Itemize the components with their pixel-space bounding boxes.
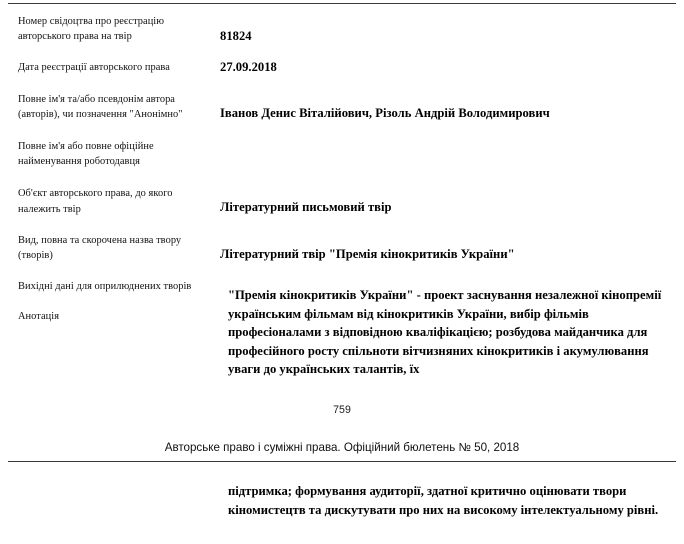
page-footer-text: Авторське право і суміжні права. Офіційний бюлетень № 50, 2018 [164,441,520,454]
table-row [0,233,684,263]
field-value-registration-date: 27.09.2018 [220,60,277,75]
field-label-author-name: Повне ім'я та/або псевдонім автора (авторів), чи позначення "Анонімно" [18,93,183,120]
field-value-work-title: Літературний твір "Премія кінокритиків України" [220,246,515,261]
annotation-continuation-paragraph: підтримка; формування аудиторії, здатної критично оцінювати твори кіномистецтв та дискутувати про них на високому інтелектуальному рівні. [228,484,659,517]
field-label-imprint-data: Вихідні дані для оприлюднених творів [18,281,192,293]
table-row [0,92,684,122]
field-label-registration-date: Дата реєстрації авторського права [18,62,170,74]
field-label-annotation: Анотація [18,311,60,323]
table-row [0,60,684,75]
page-number: 759 [333,404,351,416]
annotation-paragraph: "Премія кінокритиків України" - проект заснування незалежної кінопремії українським фільмам від кінокритиків України, вибір фільмів професіоналами з відповідною кваліфікацією; розбудова майданчика для професійного росту спільноти вітчизняних кінокритиків і акумулювання уваги до українських талантів, їх [228,288,662,377]
top-divider-rule [8,3,676,4]
table-row [0,139,684,169]
field-label-copyright-object: Об'єкт авторського права, до якого належить твір [18,188,173,215]
field-label-employer-name: Повне ім'я або повне офіційне найменування роботодавця [18,141,154,168]
field-value-registration-number: 81824 [220,29,252,43]
footer-divider-rule [8,461,676,462]
field-label-work-title: Вид, повна та скорочена назва твору (творів) [18,234,182,262]
table-row [0,14,684,44]
copyright-record-table [0,14,684,325]
table-row [0,186,684,216]
field-value-copyright-object: Літературний письмовий твір [220,200,392,215]
field-value-author-name: Іванов Денис Віталійович, Різоль Андрій Володимирович [220,105,550,120]
field-label-registration-number: Номер свідоцтва про реєстрацію авторського права на твір [18,16,165,43]
